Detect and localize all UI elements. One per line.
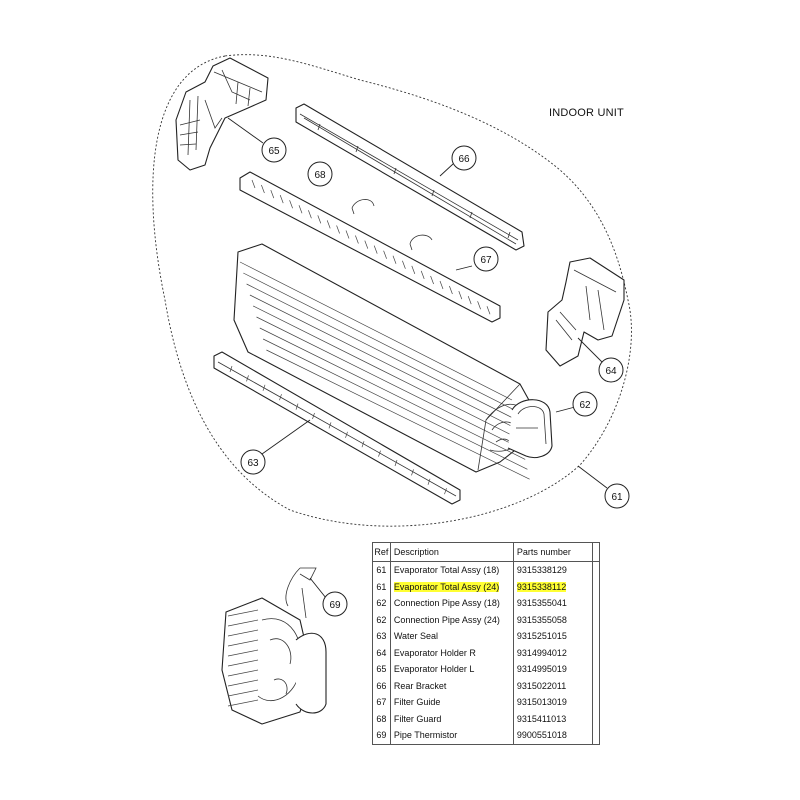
table-row bbox=[373, 694, 600, 711]
cell-ref: 66 bbox=[373, 678, 391, 695]
cell-ref: 65 bbox=[373, 661, 391, 678]
cell-blank bbox=[592, 678, 599, 695]
evaporator-holder-l-part bbox=[176, 58, 268, 170]
callout-61 bbox=[605, 484, 629, 508]
svg-text:65: 65 bbox=[268, 146, 280, 157]
cell-ref: 69 bbox=[373, 727, 391, 744]
table-row bbox=[373, 711, 600, 728]
cell-blank bbox=[592, 661, 599, 678]
table-row bbox=[373, 612, 600, 629]
cell-part-number: 9314994012 bbox=[513, 645, 592, 662]
svg-text:66: 66 bbox=[458, 154, 470, 165]
cell-description bbox=[390, 579, 513, 596]
highlight-mark: Evaporator Total Assy (24) bbox=[393, 581, 500, 592]
cell-part-number: 9315355058 bbox=[513, 612, 592, 629]
cell-blank bbox=[592, 711, 599, 728]
svg-text:61: 61 bbox=[611, 492, 623, 503]
header-description: Description bbox=[390, 543, 513, 562]
cell-description: Filter Guard bbox=[390, 711, 513, 728]
table-row bbox=[373, 727, 600, 744]
highlight-mark: 9315338112 bbox=[516, 581, 567, 592]
callout-67 bbox=[474, 247, 498, 271]
svg-text:64: 64 bbox=[605, 366, 617, 377]
callout-68 bbox=[308, 162, 332, 186]
parts-table-header bbox=[373, 543, 600, 562]
svg-text:62: 62 bbox=[579, 400, 591, 411]
cell-description: Rear Bracket bbox=[390, 678, 513, 695]
header-blank bbox=[592, 543, 599, 562]
callout-64 bbox=[599, 358, 623, 382]
cell-blank bbox=[592, 628, 599, 645]
parts-table bbox=[372, 542, 600, 745]
cell-description: Water Seal bbox=[390, 628, 513, 645]
cell-part-number: 9315355041 bbox=[513, 595, 592, 612]
table-row bbox=[373, 562, 600, 579]
cell-description: Filter Guide bbox=[390, 694, 513, 711]
table-row bbox=[373, 678, 600, 695]
callout-62 bbox=[573, 392, 597, 416]
cell-ref: 64 bbox=[373, 645, 391, 662]
cell-part-number bbox=[513, 579, 592, 596]
table-row bbox=[373, 661, 600, 678]
cell-part-number: 9315411013 bbox=[513, 711, 592, 728]
callout-66 bbox=[452, 146, 476, 170]
cell-part-number: 9315251015 bbox=[513, 628, 592, 645]
cell-description: Connection Pipe Assy (18) bbox=[390, 595, 513, 612]
cell-ref: 62 bbox=[373, 612, 391, 629]
cell-part-number: 9315013019 bbox=[513, 694, 592, 711]
cell-ref: 68 bbox=[373, 711, 391, 728]
svg-text:69: 69 bbox=[329, 600, 341, 611]
cell-ref: 67 bbox=[373, 694, 391, 711]
cell-blank bbox=[592, 612, 599, 629]
cell-blank bbox=[592, 727, 599, 744]
callout-69 bbox=[323, 592, 347, 616]
cell-blank bbox=[592, 645, 599, 662]
table-row bbox=[373, 595, 600, 612]
connection-pipe-part bbox=[508, 400, 552, 458]
cell-ref: 62 bbox=[373, 595, 391, 612]
evaporator-coil-part bbox=[234, 244, 530, 479]
table-row bbox=[373, 645, 600, 662]
cell-part-number: 9315338129 bbox=[513, 562, 592, 579]
table-row bbox=[373, 628, 600, 645]
cell-blank bbox=[592, 694, 599, 711]
header-part-number: Parts number bbox=[513, 543, 592, 562]
cell-description: Connection Pipe Assy (24) bbox=[390, 612, 513, 629]
cell-part-number: 9314995019 bbox=[513, 661, 592, 678]
callout-63 bbox=[241, 450, 265, 474]
indoor-unit-title: INDOOR UNIT bbox=[549, 107, 624, 119]
cell-part-number: 9900551018 bbox=[513, 727, 592, 744]
cell-blank bbox=[592, 579, 599, 596]
pipe-thermistor-detail bbox=[222, 568, 326, 724]
header-ref: Ref bbox=[373, 543, 391, 562]
evaporator-holder-r-part bbox=[546, 258, 624, 366]
cell-blank bbox=[592, 562, 599, 579]
svg-text:67: 67 bbox=[480, 255, 492, 266]
cell-description: Evaporator Total Assy (18) bbox=[390, 562, 513, 579]
cell-ref: 61 bbox=[373, 562, 391, 579]
cell-ref: 61 bbox=[373, 579, 391, 596]
cell-part-number: 9315022011 bbox=[513, 678, 592, 695]
callout-65 bbox=[262, 138, 286, 162]
table-row-highlighted bbox=[373, 579, 600, 596]
svg-text:63: 63 bbox=[247, 458, 259, 469]
cell-blank bbox=[592, 595, 599, 612]
cell-ref: 63 bbox=[373, 628, 391, 645]
cell-description: Pipe Thermistor bbox=[390, 727, 513, 744]
svg-text:68: 68 bbox=[314, 170, 326, 181]
cell-description: Evaporator Holder L bbox=[390, 661, 513, 678]
cell-description: Evaporator Holder R bbox=[390, 645, 513, 662]
